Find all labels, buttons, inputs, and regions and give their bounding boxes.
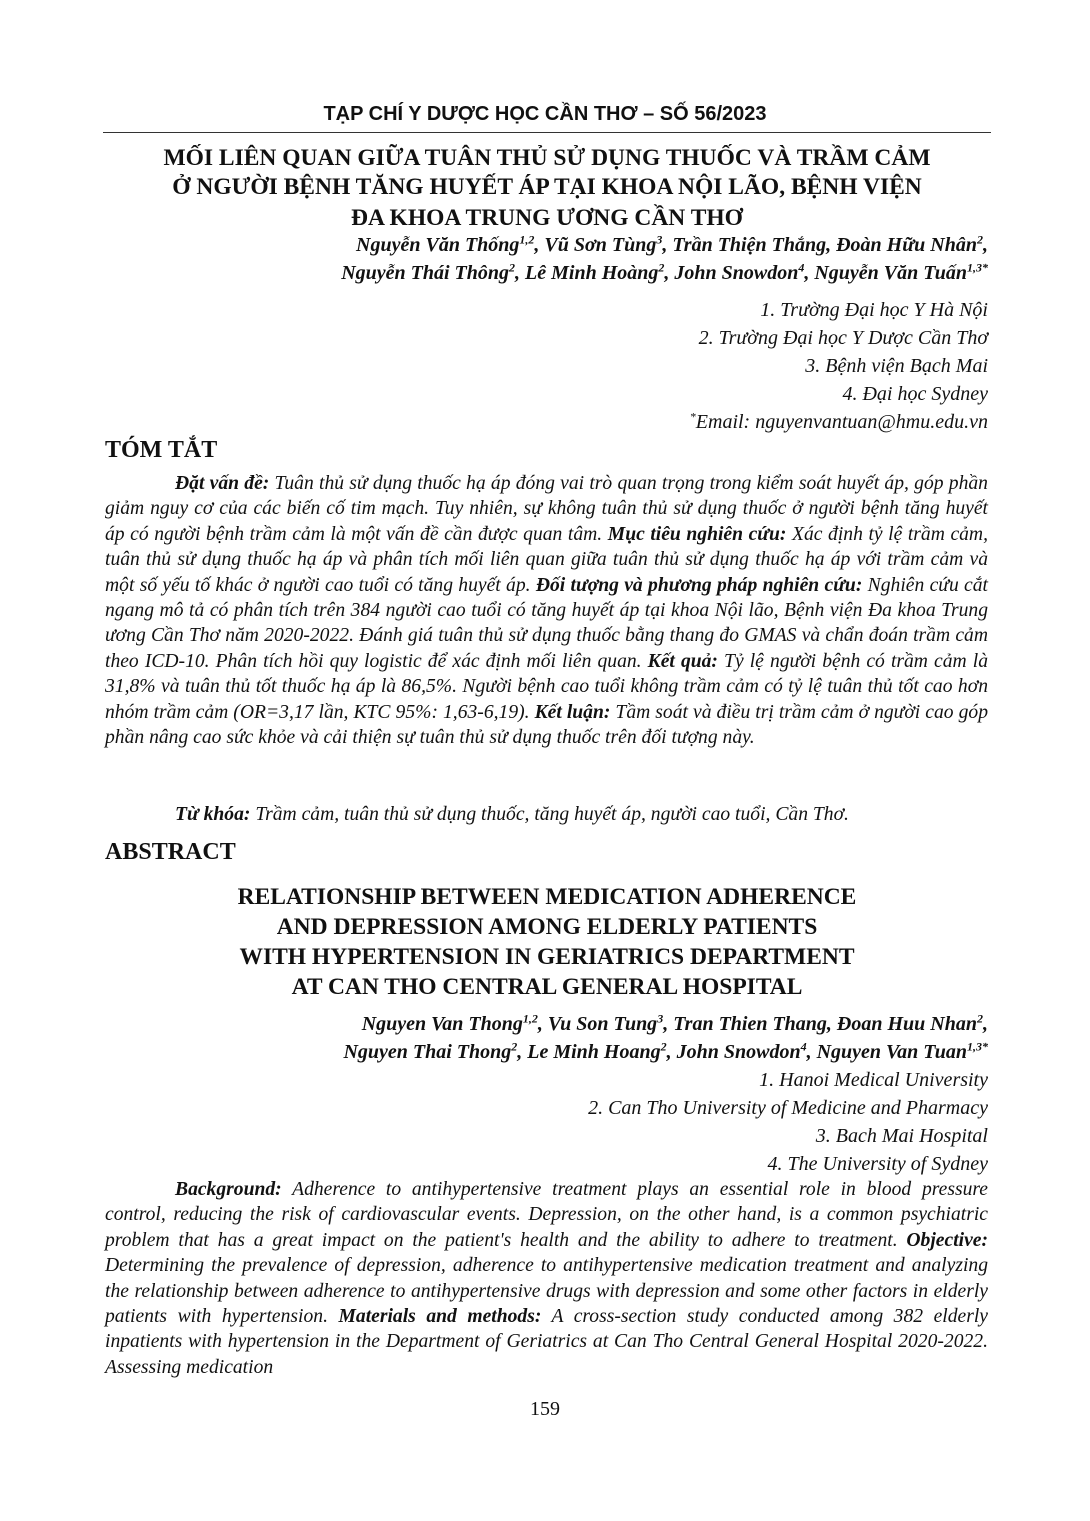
label: Mục tiêu nghiên cứu: [607, 523, 787, 545]
vi-abstract-heading: TÓM TẮT [105, 437, 218, 463]
vi-authors [103, 231, 988, 287]
label: Objective: [906, 1229, 988, 1251]
author-name: , [983, 234, 988, 256]
affiliation: 1. Hanoi Medical University [759, 1069, 988, 1091]
label: Đặt vấn đề: [175, 473, 270, 494]
en-title [103, 882, 991, 1002]
vi-abstract-body [105, 471, 988, 750]
email-text: Email: nguyenvantuan@hmu.edu.vn [695, 411, 988, 433]
author-line [103, 259, 988, 287]
affiliation-mark: 1,2 [522, 1011, 538, 1026]
affiliation-mark: 2 [509, 260, 516, 275]
page-number: 159 [530, 1398, 560, 1420]
label: Kết luận: [534, 701, 611, 723]
author-line [103, 231, 988, 259]
author-name: , Tran Thien Thang, Đoan Huu Nhan [663, 1013, 977, 1035]
author-line [103, 1010, 988, 1038]
affiliation: 3. Bach Mai Hospital [815, 1125, 988, 1147]
text: Xác định tỷ lệ trầm cảm, tuân thủ sử dụng thuốc hạ áp và phân tích mối liên quan giữa tuân thủ sử dụng thuốc hạ áp với trầm cảm và một số yếu tố khác ở người cao tuổi có tăng huyết áp. [105, 523, 988, 596]
label: Background: [175, 1179, 282, 1200]
text: A cross-section study conducted among 382 elderly inpatients with hypertension in the Department of Geriatrics at Can Tho Central General Hospital 2020-2022. Assessing medication [105, 1306, 988, 1378]
affiliation-mark: 1,3* [967, 260, 988, 275]
affiliation-mark: 1,2 [519, 232, 535, 247]
en-authors [103, 1010, 988, 1066]
text: Tuân thủ sử dụng thuốc hạ áp đóng vai trò quan trọng trong kiểm soát huyết áp, góp phần giảm nguy cơ của các biến cố tim mạch. Tuy nhiên, sự không tuân thủ sử dụng thuốc ở người bệnh tăng huyết áp có người bệnh trầm cảm là một vấn đề cần được quan tâm. [105, 473, 988, 545]
author-name: , Le Minh Hoang [517, 1041, 661, 1063]
author-name: , Trần Thiện Thắng, Đoàn Hữu Nhân [662, 234, 977, 256]
vi-title-line: MỐI LIÊN QUAN GIỮA TUÂN THỦ SỬ DỤNG THUỐC VÀ TRẦM CẢM [163, 145, 931, 171]
affiliation: 1. Trường Đại học Y Hà Nội [760, 299, 988, 321]
affiliation-mark: 1,3* [967, 1039, 988, 1054]
vi-title [103, 144, 991, 233]
affiliation: 4. Đại học Sydney [842, 383, 988, 405]
label: Materials and methods: [338, 1306, 542, 1328]
en-abstract-body [105, 1177, 988, 1380]
author-name: , Vu Son Tung [537, 1013, 658, 1035]
label: Kết quả: [647, 650, 718, 672]
author-name: Nguyễn Thái Thông [341, 262, 510, 284]
vi-title-line: ĐA KHOA TRUNG ƯƠNG CẦN THƠ [351, 205, 743, 231]
email-mark: * [689, 409, 696, 424]
text: Tỷ lệ người bệnh có trầm cảm là 31,8% và tuân thủ tốt thuốc hạ áp là 86,5%. Người bệnh cao tuổi không trầm cảm có tỷ lệ tuân thủ tốt cao hơn nhóm trầm cảm (OR=3,17 lần, KTC 95%: 1,63-6,19). [105, 650, 988, 723]
en-title-line: RELATIONSHIP BETWEEN MEDICATION ADHERENCE [237, 884, 857, 910]
affiliation-mark: 2 [977, 232, 983, 247]
author-name: , Lê Minh Hoàng [515, 262, 659, 284]
affiliation-mark: 2 [660, 1039, 667, 1054]
affiliation: 3. Bệnh viện Bạch Mai [805, 355, 988, 377]
author-name: , Vũ Sơn Tùng [534, 234, 657, 256]
author-name: Nguyen Thai Thong [343, 1041, 512, 1063]
affiliation-mark: 4 [798, 260, 805, 275]
author-name: Nguyễn Văn Thống [356, 234, 520, 256]
en-title-line: WITH HYPERTENSION IN GERIATRICS DEPARTMENT [239, 944, 855, 970]
affiliation: 4. The University of Sydney [767, 1153, 988, 1175]
vi-affiliations [103, 296, 988, 436]
en-abstract-heading: ABSTRACT [105, 839, 236, 865]
affiliation-mark: 3 [656, 232, 663, 247]
author-name: , Nguyễn Văn Tuấn [804, 262, 967, 284]
vi-title-line: Ở NGƯỜI BỆNH TĂNG HUYẾT ÁP TẠI KHOA NỘI LÃO, BỆNH VIỆN [172, 174, 922, 200]
author-line [103, 1038, 988, 1066]
label: Đối tượng và phương pháp nghiên cứu: [535, 574, 863, 596]
en-title-line: AND DEPRESSION AMONG ELDERLY PATIENTS [276, 914, 818, 940]
author-name: Nguyen Van Thong [361, 1013, 523, 1035]
vi-keywords [105, 802, 988, 827]
text: Determining the prevalence of depression, adherence to antihypertensive medication treatment and analyzing the relationship between adherence to antihypertensive drugs with depression and some other factors in elderly patients with hypertension. [105, 1255, 988, 1328]
affiliation: 2. Trường Đại học Y Dược Cần Thơ [698, 327, 988, 349]
en-affiliations [103, 1066, 988, 1178]
author-name: , John Snowdon [664, 262, 799, 284]
affiliation-mark: 2 [658, 260, 665, 275]
author-name: , Nguyen Van Tuan [806, 1041, 967, 1063]
affiliation-mark: 4 [800, 1039, 807, 1054]
text: Nghiên cứu cắt ngang mô tả có phân tích trên 384 người cao tuổi có tăng huyết áp tại khoa Nội lão, Bệnh viện Đa khoa Trung ương Cần Thơ năm 2020-2022. Đánh giá tuân thủ sử dụng thuốc bằng thang đo GMAS và chẩn đoán trầm cảm theo ICD-10. Phân tích hồi quy logistic để xác định mối liên quan. [105, 574, 988, 672]
journal-header: TẠP CHÍ Y DƯỢC HỌC CẦN THƠ – SỐ 56/2023 [323, 103, 767, 125]
affiliation: 2. Can Tho University of Medicine and Pharmacy [588, 1097, 988, 1119]
text: Adherence to antihypertensive treatment plays an essential role in blood pressure control, reducing the risk of cardiovascular events. Depression, on the other hand, is a common psychiatric problem that has a great impact on the patient's health and the ability to adhere to treatment. [105, 1179, 988, 1251]
affiliation-mark: 2 [511, 1039, 518, 1054]
author-name: , [983, 1013, 988, 1035]
text: Tầm soát và điều trị trầm cảm ở người cao góp phần nâng cao sức khỏe và cải thiện sự tuân thủ sử dụng thuốc trên đối tượng này. [105, 701, 989, 749]
header-rule [103, 132, 991, 133]
affiliation-mark: 3 [657, 1011, 664, 1026]
keywords-text: Trầm cảm, tuân thủ sử dụng thuốc, tăng huyết áp, người cao tuổi, Cần Thơ. [250, 804, 849, 825]
affiliation-mark: 2 [977, 1011, 983, 1026]
email [103, 408, 988, 436]
author-name: , John Snowdon [666, 1041, 801, 1063]
keywords-label: Từ khóa: [175, 804, 251, 825]
en-title-line: AT CAN THO CENTRAL GENERAL HOSPITAL [291, 974, 803, 1000]
